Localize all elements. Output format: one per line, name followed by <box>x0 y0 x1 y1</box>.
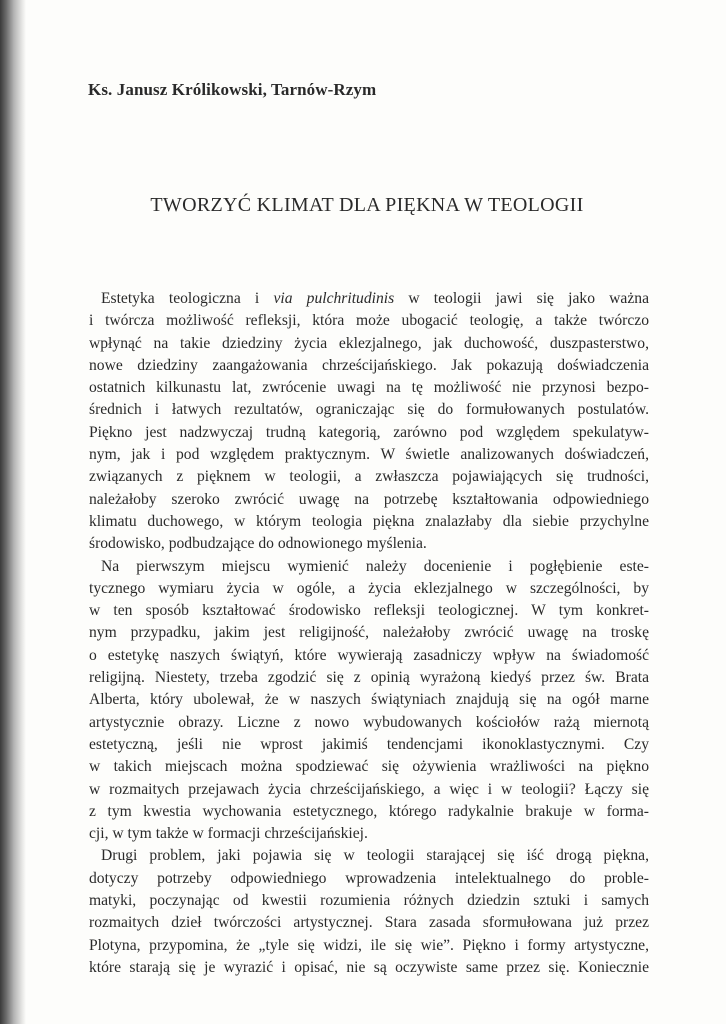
text-line: w ten sposób kształtować środowisko refleksji teologicznej. W tym konkret- <box>89 602 649 620</box>
article-body <box>89 288 649 979</box>
text-line: religijną. Niestety, trzeba zgodzić się z opinią wyrażoną kiedyś przez św. Brata <box>89 669 649 687</box>
text-line: Alberta, który ubolewał, że w naszych świątyniach znajdują się na ogół marne <box>89 691 649 709</box>
text-line: w rozmaitych przejawach życia chrześcijańskiego, a więc i w teologii? Łączy się <box>89 780 649 798</box>
text-line: z tym kwestia wychowania estetycznego, którego radykalnie brakuje w forma- <box>89 802 649 820</box>
text-line: dotyczy potrzeby odpowiedniego wprowadzenia intelektualnego do proble- <box>89 869 649 887</box>
text-line <box>89 288 649 310</box>
text-line: o estetykę naszych świątyń, które wywierają zasadniczy wpływ na świadomość <box>89 646 649 664</box>
text-line: klimatu duchowego, w którym teologia piękna znalazłaby dla siebie przychylne <box>89 512 649 530</box>
text-line: średnich i łatwych rezultatów, ograniczając się do formułowanych postulatów. <box>89 401 649 419</box>
text-line: w takich miejscach można spodziewać się ożywienia wrażliwości na piękno <box>89 758 649 776</box>
text-line: estetyczną, jeśli nie wprost jakimiś tendencjami ikonoklastycznymi. Czy <box>89 735 649 753</box>
text-line-content: Estetyka teologiczna i via pulchritudinis w teologii jawi się jako ważna <box>101 290 649 307</box>
text-line: Plotyna, przypomina, że „tyle się widzi, ile się wie”. Piękno i formy artystyczne, <box>89 936 649 954</box>
text-line: artystycznie obrazy. Liczne z nowo wybudowanych kościołów rażą miernotą <box>89 713 649 731</box>
text-line: należałoby szeroko zwrócić uwagę na potrzebę kształtowania odpowiedniego <box>89 490 649 508</box>
text-line: nym, jak i pod względem praktycznym. W świetle analizowanych doświadczeń, <box>89 446 649 464</box>
text-line: matyki, poczynając od kwestii rozumienia różnych dziedzin sztuki i samych <box>89 892 649 910</box>
page-edge-shadow <box>0 0 26 1024</box>
text-line: cji, w tym także w formacji chrześcijańskiej. <box>89 825 368 843</box>
text-line: Na pierwszym miejscu wymienić należy docenienie i pogłębienie este- <box>101 557 649 575</box>
text-line: rozmaitych dzieł twórczości artystycznej. Stara zasada sformułowana już przez <box>89 914 649 932</box>
latin-phrase: via pulchritudinis <box>273 290 395 307</box>
text-line: i twórcza możliwość refleksji, która może ubogacić teologię, a także twórczo <box>89 312 649 330</box>
article-title: TWORZYĆ KLIMAT DLA PIĘKNA W TEOLOGII <box>150 194 584 216</box>
text-line: środowisko, podbudzające do odnowionego myślenia. <box>89 535 427 553</box>
text-line: wpłynąć na takie dziedziny życia eklezjalnego, jak duchowość, duszpasterstwo, <box>89 334 649 352</box>
text-line: które starają się je wyrazić i opisać, nie są oczywiste same przez się. Koniecznie <box>89 958 649 976</box>
text-line: nowe dziedziny zaangażowania chrześcijańskiego. Jak pokazują doświadczenia <box>89 356 649 374</box>
author-line: Ks. Janusz Królikowski, Tarnów-Rzym <box>88 80 377 99</box>
text-line: tycznego wymiaru życia w ogóle, a życia eklezjalnego w szczególności, by <box>89 579 649 597</box>
text-line: związanych z pięknem w teologii, a zwłaszcza pojawiających się trudności, <box>89 468 649 486</box>
text-line: nym przypadku, jakim jest religijność, należałoby zwrócić uwagę na troskę <box>89 624 649 642</box>
text-line: ostatnich kilkunastu lat, zwrócenie uwagi na tę możliwość nie przynosi bezpo- <box>89 379 649 397</box>
text-line: Piękno jest nadzwyczaj trudną kategorią, zarówno pod względem spekulatyw- <box>89 423 649 441</box>
text-line: Drugi problem, jaki pojawia się w teologii starającej się iść drogą piękna, <box>101 847 649 865</box>
